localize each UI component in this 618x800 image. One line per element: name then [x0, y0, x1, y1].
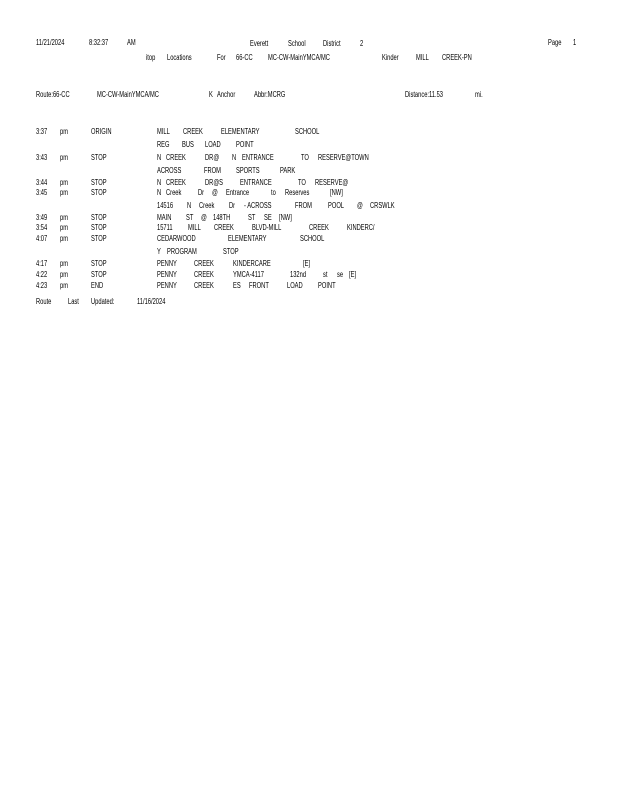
stop-time: 3:45 [36, 188, 48, 197]
stop-location-cont-word: SPORTS [236, 166, 260, 175]
stop-location-cont-word: BUS [182, 140, 194, 149]
stop-location-word: SE [264, 213, 272, 222]
route-abbr: Abbr:MCRG [254, 90, 286, 99]
stop-location-cont-word: LOAD [205, 140, 221, 149]
stop-time: 4:22 [36, 270, 48, 279]
footer-word: Route [36, 297, 52, 306]
stop-location-word: CREEK [309, 223, 329, 232]
stop-location-word: ST [248, 213, 256, 222]
stop-type: STOP [91, 178, 107, 187]
stop-location-word: [E] [349, 270, 357, 279]
page-label: Page [548, 38, 562, 47]
stop-location-word: KINDERCARE [233, 259, 271, 268]
stop-time: 3:49 [36, 213, 48, 222]
stop-ampm: pm [60, 234, 69, 243]
route-anchor: Anchor [217, 90, 236, 99]
route-k: K [209, 90, 213, 99]
stop-location-cont-word: N [187, 201, 192, 210]
stop-time: 3:44 [36, 178, 48, 187]
stop-location-word: @ [201, 213, 207, 222]
stop-location-word: ES [233, 281, 241, 290]
stop-location-word: MILL [188, 223, 201, 232]
stop-ampm: pm [60, 259, 69, 268]
stop-location-word: LOAD [287, 281, 303, 290]
footer-word: Last [68, 297, 79, 306]
stop-location-word: KINDERC/ [347, 223, 375, 232]
stop-location-word: [NW] [279, 213, 292, 222]
stop-location-word: CREEK [214, 223, 234, 232]
stop-location-word: ENTRANCE [242, 153, 274, 162]
stop-location-word: CEDARWOOD [157, 234, 196, 243]
stop-ampm: pm [60, 178, 69, 187]
route-updated-date: 11/16/2024 [137, 297, 166, 306]
stop-ampm: pm [60, 188, 69, 197]
stop-location-word: DR@ [205, 153, 220, 162]
route-distance: Distance:11.53 [405, 90, 444, 99]
stop-ampm: pm [60, 270, 69, 279]
stop-location-word: BLVD-MILL [252, 223, 282, 232]
stop-location-cont-word: Dr [229, 201, 236, 210]
footer-word: Updated: [91, 297, 115, 306]
route-distance-unit: mi. [475, 90, 483, 99]
stop-time: 4:07 [36, 234, 48, 243]
stop-time: 4:17 [36, 259, 48, 268]
subtitle-word: Locations [167, 53, 192, 62]
stop-location-word: ST [186, 213, 194, 222]
title-word: Everett [250, 39, 269, 48]
stop-location-word: ENTRANCE [240, 178, 272, 187]
stop-location-word: CREEK [166, 178, 186, 187]
stop-location-word: se [337, 270, 344, 279]
stop-type: STOP [91, 188, 107, 197]
stop-ampm: pm [60, 281, 69, 290]
stop-location-word: N [157, 153, 162, 162]
stop-type: STOP [91, 213, 107, 222]
stop-location-word: TO [298, 178, 306, 187]
stop-time: 3:43 [36, 153, 48, 162]
title-word: School [288, 39, 306, 48]
stop-location-word: st [323, 270, 328, 279]
stop-location-word: SCHOOL [295, 127, 320, 136]
subtitle-word: Kinder [382, 53, 399, 62]
stop-location-word: FRONT [249, 281, 269, 290]
stop-location-word: Reserves [285, 188, 310, 197]
stop-location-word: RESERVE@TOWN [318, 153, 369, 162]
subtitle-word: MILL [416, 53, 429, 62]
stop-location-word: N [157, 178, 162, 187]
stop-location-word: CREEK [194, 259, 214, 268]
stop-location-word: Creek [166, 188, 182, 197]
stop-type: STOP [91, 234, 107, 243]
stop-location-word: CREEK [183, 127, 203, 136]
stop-location-word: to [271, 188, 276, 197]
subtitle-word: For [217, 53, 226, 62]
subtitle-word: CREEK-PN [442, 53, 472, 62]
stop-location-cont-word: STOP [223, 247, 239, 256]
stop-location-word: CREEK [194, 270, 214, 279]
subtitle-word: MC-CW-MainYMCA/MC [268, 53, 330, 62]
stop-location-word: 15711 [157, 223, 173, 232]
stop-location-word: CREEK [194, 281, 214, 290]
stop-location-cont-word: @ [357, 201, 363, 210]
stop-location-cont-word: 14516 [157, 201, 174, 210]
stop-location-word: PENNY [157, 270, 177, 279]
subtitle-word: 66-CC [236, 53, 253, 62]
stop-location-word: SCHOOL [300, 234, 325, 243]
stop-time: 4:23 [36, 281, 48, 290]
subtitle-word: itop [146, 53, 156, 62]
stop-time: 3:37 [36, 127, 48, 136]
stop-location-cont-word: Y [157, 247, 161, 256]
stop-ampm: pm [60, 213, 69, 222]
stop-location-cont-word: Creek [199, 201, 215, 210]
stop-location-word: RESERVE@ [315, 178, 349, 187]
stop-location-word: N [232, 153, 237, 162]
stop-location-word: PENNY [157, 281, 177, 290]
stop-location-word: MAIN [157, 213, 172, 222]
stop-type: STOP [91, 153, 107, 162]
title-word: District [323, 39, 341, 48]
stop-ampm: pm [60, 223, 69, 232]
stop-location-word: Dr [198, 188, 205, 197]
stop-location-cont-word: PARK [280, 166, 296, 175]
stop-type: STOP [91, 259, 107, 268]
stop-location-word: Entrance [226, 188, 250, 197]
stop-location-cont-word: FROM [204, 166, 221, 175]
stop-location-word: DR@S [205, 178, 224, 187]
report-time: 8:32:37 [89, 38, 109, 47]
page-number: 1 [573, 38, 577, 47]
stop-time: 3:54 [36, 223, 48, 232]
route-code: Route:66-CC [36, 90, 70, 99]
stop-ampm: pm [60, 127, 69, 136]
stop-location-word: 132nd [290, 270, 307, 279]
stop-location-word: 148TH [213, 213, 231, 222]
stop-location-cont-word: FROM [295, 201, 312, 210]
stop-location-cont-word: PROGRAM [167, 247, 197, 256]
stop-location-cont-word: ACROSS [157, 166, 182, 175]
stop-location-word: PENNY [157, 259, 177, 268]
stop-type: STOP [91, 223, 107, 232]
stop-location-cont-word: - ACROSS [244, 201, 272, 210]
stop-location-word: @ [212, 188, 218, 197]
stop-location-cont-word: CRSWLK [370, 201, 395, 210]
stop-location-word: ELEMENTARY [221, 127, 260, 136]
stop-location-word: N [157, 188, 162, 197]
route-description: MC-CW-MainYMCA/MC [97, 90, 159, 99]
stop-location-word: ELEMENTARY [228, 234, 267, 243]
stop-location-word: MILL [157, 127, 170, 136]
report-date: 11/21/2024 [36, 38, 65, 47]
stop-location-word: TO [301, 153, 309, 162]
stop-location-cont-word: POINT [236, 140, 254, 149]
title-word: 2 [360, 39, 364, 48]
stop-ampm: pm [60, 153, 69, 162]
stop-location-word: CREEK [166, 153, 186, 162]
stop-location-cont-word: REG [157, 140, 170, 149]
stop-location-cont-word: POOL [328, 201, 345, 210]
stop-location-word: YMCA-4117 [233, 270, 264, 279]
stop-type: STOP [91, 270, 107, 279]
stop-location-word: [NW] [330, 188, 343, 197]
stop-location-word: POINT [318, 281, 336, 290]
stop-type: END [91, 281, 104, 290]
stop-location-word: [E] [303, 259, 311, 268]
report-ampm: AM [127, 38, 136, 47]
stop-type: ORIGIN [91, 127, 112, 136]
